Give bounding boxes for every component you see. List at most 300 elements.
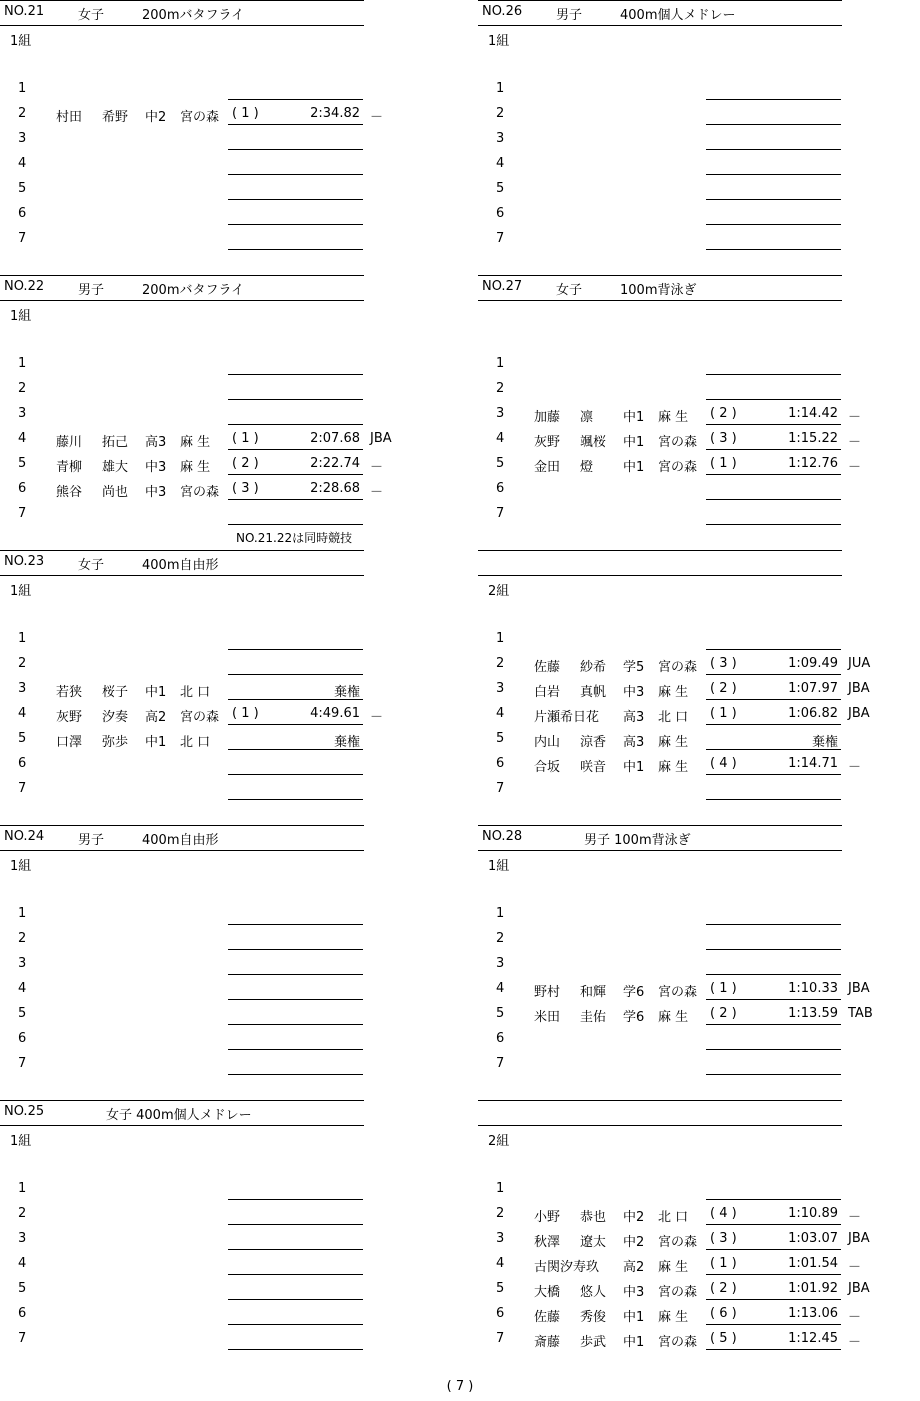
swimmer-family-name: 灰野 <box>534 435 561 450</box>
grade: 高3 <box>145 435 167 450</box>
grade: 高3 <box>623 735 645 750</box>
header-rule <box>0 300 364 301</box>
result-row <box>0 1175 420 1200</box>
swimmer-given-name: 圭佑 <box>580 1010 607 1025</box>
club: 麻 生 <box>180 435 211 450</box>
event-number: NO.25 <box>4 1104 45 1119</box>
lane-number: 1 <box>496 356 505 371</box>
event-block <box>478 0 842 275</box>
result-row <box>0 775 420 800</box>
result-time: 1:10.33 <box>788 981 838 996</box>
event-number: NO.26 <box>482 4 523 19</box>
event-name: 200mバタフライ <box>142 8 245 23</box>
swimmer-family-name: 藤川 <box>56 435 83 450</box>
result-time: 2:07.68 <box>310 431 360 446</box>
swimmer-family-name: 内山 <box>534 735 561 750</box>
grade: 高2 <box>145 710 167 725</box>
event-number: NO.27 <box>482 279 523 294</box>
result-time: 1:03.07 <box>788 1231 838 1246</box>
event-block <box>478 825 873 1100</box>
result-row <box>478 900 898 925</box>
result-row <box>478 1250 898 1275</box>
result-row <box>0 750 420 775</box>
record-mark: － <box>370 485 384 500</box>
lane-number: 4 <box>496 981 505 996</box>
result-row <box>0 200 420 225</box>
event-gender: 女子 <box>556 283 583 298</box>
lane-number: 5 <box>496 1281 505 1296</box>
lane-number: 6 <box>496 1031 505 1046</box>
event-header <box>478 279 842 299</box>
result-row <box>478 450 898 475</box>
event-gender: 女子 <box>78 558 105 573</box>
section-top-rule <box>0 0 364 1</box>
club: 麻 生 <box>658 410 689 425</box>
section-top-rule <box>0 550 364 551</box>
grade: 高3 <box>623 710 645 725</box>
swimmer-given-name: 颯桜 <box>580 435 607 450</box>
swimmer-given-name: 紗希 <box>580 660 607 675</box>
record-mark: JUA <box>848 656 871 671</box>
lane-number: 2 <box>496 656 505 671</box>
event-block <box>0 550 384 825</box>
lane-number: 3 <box>496 406 505 421</box>
grade: 中3 <box>145 485 167 500</box>
event-number: NO.21 <box>4 4 45 19</box>
result-row <box>0 350 420 375</box>
swimmer-family-name: 斎藤 <box>534 1335 561 1350</box>
club: 麻 生 <box>658 685 689 700</box>
swimmer-family-name: 若狭 <box>56 685 83 700</box>
lane-number: 6 <box>18 206 27 221</box>
lane-number: 4 <box>496 1256 505 1271</box>
event-title: 男子 100m背泳ぎ <box>584 833 691 848</box>
grade: 中1 <box>623 460 645 475</box>
result-row <box>478 1300 898 1325</box>
time-underline <box>706 524 841 525</box>
swimmer-given-name: 弥歩 <box>102 735 129 750</box>
grade: 中3 <box>623 685 645 700</box>
event-header <box>478 554 842 574</box>
result-row <box>0 100 420 125</box>
swimmer-family-name: 加藤 <box>534 410 561 425</box>
result-time: 棄権 <box>333 685 360 700</box>
record-mark: － <box>370 110 384 125</box>
event-gender: 男子 <box>78 833 105 848</box>
heat-label: 1組 <box>10 309 32 324</box>
event-header <box>0 829 364 849</box>
result-row <box>0 175 420 200</box>
lane-number: 7 <box>18 506 27 521</box>
lane-number: 5 <box>18 181 27 196</box>
swimmer-given-name: 拓己 <box>102 435 129 450</box>
time-underline <box>706 249 841 250</box>
lane-number: 5 <box>496 181 505 196</box>
lane-number: 5 <box>18 1281 27 1296</box>
lane-number: 4 <box>18 431 27 446</box>
result-row <box>478 625 898 650</box>
header-rule <box>0 1125 364 1126</box>
placing: ( 1 ) <box>710 456 737 471</box>
result-row <box>0 650 420 675</box>
lane-number: 7 <box>496 231 505 246</box>
placing: ( 2 ) <box>710 1006 737 1021</box>
result-row <box>0 950 420 975</box>
result-row <box>478 1050 898 1075</box>
swimmer-name: 片瀬希日花 <box>534 710 600 725</box>
grade: 中2 <box>623 1210 645 1225</box>
record-mark: － <box>848 760 862 775</box>
result-time: 1:10.89 <box>788 1206 838 1221</box>
lane-number: 3 <box>18 956 27 971</box>
club: 麻 生 <box>180 460 211 475</box>
time-underline <box>228 249 363 250</box>
lane-number: 6 <box>18 481 27 496</box>
swimmer-family-name: 灰野 <box>56 710 83 725</box>
lane-number: 5 <box>496 731 505 746</box>
event-number: NO.24 <box>4 829 45 844</box>
event-name: 200mバタフライ <box>142 283 245 298</box>
section-top-rule <box>478 1100 842 1101</box>
grade: 高2 <box>623 1260 645 1275</box>
lane-number: 2 <box>18 1206 27 1221</box>
grade: 中3 <box>623 1285 645 1300</box>
result-row <box>0 1225 420 1250</box>
result-time: 1:14.42 <box>788 406 838 421</box>
swimmer-family-name: 佐藤 <box>534 1310 561 1325</box>
lane-number: 1 <box>496 906 505 921</box>
placing: ( 3 ) <box>232 481 259 496</box>
event-number: NO.22 <box>4 279 45 294</box>
lane-number: 4 <box>18 706 27 721</box>
result-row <box>478 1175 898 1200</box>
record-mark: － <box>370 460 384 475</box>
grade: 中1 <box>623 1310 645 1325</box>
result-row <box>478 650 898 675</box>
section-top-rule <box>478 275 842 276</box>
result-row <box>0 1025 420 1050</box>
heat-label: 1組 <box>10 859 32 874</box>
grade: 中3 <box>145 460 167 475</box>
club: 麻 生 <box>658 735 689 750</box>
result-row <box>0 500 420 525</box>
lane-number: 6 <box>496 481 505 496</box>
swimmer-given-name: 希野 <box>102 110 129 125</box>
result-time: 1:13.59 <box>788 1006 838 1021</box>
club: 宮の森 <box>180 710 220 725</box>
lane-number: 4 <box>496 431 505 446</box>
result-time: 棄権 <box>333 735 360 750</box>
event-header <box>0 279 364 299</box>
club: 麻 生 <box>658 1010 689 1025</box>
time-underline <box>706 799 841 800</box>
club: 宮の森 <box>180 485 220 500</box>
result-row <box>0 425 420 450</box>
result-row <box>0 1050 420 1075</box>
record-mark: － <box>848 460 862 475</box>
swimmer-family-name: 白岩 <box>534 685 561 700</box>
result-row <box>0 475 420 500</box>
placing: ( 1 ) <box>710 1256 737 1271</box>
swimmer-given-name: 尚也 <box>102 485 129 500</box>
result-row <box>0 375 420 400</box>
grade: 学6 <box>623 985 645 1000</box>
event-block <box>0 825 364 1100</box>
lane-number: 7 <box>18 781 27 796</box>
result-row <box>0 1250 420 1275</box>
placing: ( 1 ) <box>710 706 737 721</box>
swimmer-given-name: 真帆 <box>580 685 607 700</box>
header-rule <box>478 1125 842 1126</box>
result-time: 2:22.74 <box>310 456 360 471</box>
lane-number: 2 <box>18 931 27 946</box>
section-top-rule <box>0 1100 364 1101</box>
result-time: 1:15.22 <box>788 431 838 446</box>
lane-number: 7 <box>18 1331 27 1346</box>
result-row <box>0 900 420 925</box>
swimmer-given-name: 桜子 <box>102 685 129 700</box>
lane-number: 7 <box>496 1056 505 1071</box>
result-row <box>478 200 898 225</box>
result-row <box>0 225 420 250</box>
club: 宮の森 <box>658 985 698 1000</box>
result-time: 2:34.82 <box>310 106 360 121</box>
club: 宮の森 <box>658 435 698 450</box>
placing: ( 1 ) <box>710 981 737 996</box>
lane-number: 1 <box>496 1181 505 1196</box>
time-underline <box>228 799 363 800</box>
lane-number: 2 <box>496 381 505 396</box>
swimmer-given-name: 燈 <box>580 460 594 475</box>
swimmer-given-name: 凛 <box>580 410 594 425</box>
swimmer-family-name: 大橋 <box>534 1285 561 1300</box>
result-row <box>478 725 898 750</box>
swimmer-family-name: 米田 <box>534 1010 561 1025</box>
club: 麻 生 <box>658 760 689 775</box>
swimmer-given-name: 雄大 <box>102 460 129 475</box>
event-block <box>478 1100 870 1375</box>
lane-number: 4 <box>18 981 27 996</box>
swimmer-given-name: 秀俊 <box>580 1310 607 1325</box>
swimmer-given-name: 遼太 <box>580 1235 607 1250</box>
result-row <box>478 175 898 200</box>
event-name: 400m自由形 <box>142 833 219 848</box>
club: 麻 生 <box>658 1260 689 1275</box>
result-row <box>478 1200 898 1225</box>
event-header <box>0 4 364 24</box>
lane-number: 7 <box>18 1056 27 1071</box>
result-row <box>0 675 420 700</box>
result-row <box>0 75 420 100</box>
result-time: 1:14.71 <box>788 756 838 771</box>
section-top-rule <box>478 825 842 826</box>
section-top-rule <box>478 0 842 1</box>
lane-number: 5 <box>18 731 27 746</box>
time-underline <box>228 524 363 525</box>
lane-number: 2 <box>496 106 505 121</box>
section-top-rule <box>0 275 364 276</box>
swimmer-family-name: 秋澤 <box>534 1235 561 1250</box>
result-row <box>0 975 420 1000</box>
header-rule <box>478 25 842 26</box>
placing: ( 2 ) <box>710 681 737 696</box>
event-title: 女子 400m個人メドレー <box>106 1108 252 1123</box>
lane-number: 6 <box>18 1031 27 1046</box>
event-block <box>0 275 392 550</box>
result-time: 1:01.54 <box>788 1256 838 1271</box>
result-row <box>0 400 420 425</box>
record-mark: － <box>848 1210 862 1225</box>
event-number: NO.28 <box>482 829 523 844</box>
heat-label: 1組 <box>10 34 32 49</box>
placing: ( 2 ) <box>710 1281 737 1296</box>
lane-number: 4 <box>496 706 505 721</box>
event-gender: 男子 <box>556 8 583 23</box>
club: 北 口 <box>180 685 211 700</box>
time-underline <box>228 1074 363 1075</box>
club: 宮の森 <box>180 110 220 125</box>
swimmer-family-name: 野村 <box>534 985 561 1000</box>
swimmer-family-name: 金田 <box>534 460 561 475</box>
result-row <box>0 1000 420 1025</box>
record-mark: JBA <box>370 431 392 446</box>
placing: ( 1 ) <box>232 706 259 721</box>
event-header <box>478 1104 842 1124</box>
record-mark: JBA <box>848 706 870 721</box>
grade: 中2 <box>145 110 167 125</box>
result-row <box>0 1275 420 1300</box>
result-row <box>0 625 420 650</box>
event-block <box>478 275 862 550</box>
result-time: 1:12.76 <box>788 456 838 471</box>
lane-number: 7 <box>496 1331 505 1346</box>
record-mark: － <box>848 435 862 450</box>
event-header <box>0 1104 364 1124</box>
swimmer-given-name: 和輝 <box>580 985 607 1000</box>
lane-number: 4 <box>18 156 27 171</box>
result-row <box>0 1200 420 1225</box>
record-mark: JBA <box>848 1231 870 1246</box>
lane-number: 7 <box>496 781 505 796</box>
lane-number: 5 <box>18 1006 27 1021</box>
result-row <box>478 975 898 1000</box>
lane-number: 1 <box>18 356 27 371</box>
event-header <box>478 4 842 24</box>
lane-number: 7 <box>18 231 27 246</box>
result-time: 4:49.61 <box>310 706 360 721</box>
lane-number: 6 <box>496 1306 505 1321</box>
grade: 中2 <box>623 1235 645 1250</box>
time-underline <box>228 1349 363 1350</box>
swimmer-family-name: 小野 <box>534 1210 561 1225</box>
header-rule <box>0 25 364 26</box>
result-time: 1:13.06 <box>788 1306 838 1321</box>
event-note: NO.21.22は同時競技 <box>236 531 353 545</box>
record-mark: － <box>848 1335 862 1350</box>
lane-number: 6 <box>496 756 505 771</box>
result-row <box>478 425 898 450</box>
grade: 中1 <box>623 1335 645 1350</box>
club: 宮の森 <box>658 660 698 675</box>
club: 宮の森 <box>658 1235 698 1250</box>
result-row <box>0 150 420 175</box>
result-row <box>478 75 898 100</box>
swimmer-given-name: 歩武 <box>580 1335 607 1350</box>
result-row <box>478 700 898 725</box>
header-rule <box>0 575 364 576</box>
grade: 中1 <box>145 685 167 700</box>
swimmer-given-name: 涼香 <box>580 735 607 750</box>
record-mark: － <box>370 710 384 725</box>
placing: ( 5 ) <box>710 1331 737 1346</box>
placing: ( 4 ) <box>710 756 737 771</box>
event-header <box>0 554 364 574</box>
placing: ( 4 ) <box>710 1206 737 1221</box>
result-row <box>478 750 898 775</box>
result-time: 棄権 <box>811 735 838 750</box>
time-underline <box>706 1074 841 1075</box>
event-name: 100m背泳ぎ <box>620 283 697 298</box>
grade: 学6 <box>623 1010 645 1025</box>
lane-number: 2 <box>18 381 27 396</box>
result-row <box>478 475 898 500</box>
placing: ( 1 ) <box>232 106 259 121</box>
lane-number: 3 <box>496 956 505 971</box>
result-row <box>478 100 898 125</box>
result-row <box>478 125 898 150</box>
result-row <box>0 125 420 150</box>
result-row <box>478 1275 898 1300</box>
swimmer-given-name: 咲音 <box>580 760 607 775</box>
club: 北 口 <box>658 710 689 725</box>
result-row <box>0 1325 420 1350</box>
lane-number: 4 <box>496 156 505 171</box>
header-rule <box>478 850 842 851</box>
record-mark: － <box>848 410 862 425</box>
result-row <box>478 400 898 425</box>
event-header <box>478 829 842 849</box>
lane-number: 2 <box>496 931 505 946</box>
lane-number: 3 <box>18 406 27 421</box>
result-time: 1:09.49 <box>788 656 838 671</box>
lane-number: 2 <box>18 656 27 671</box>
lane-number: 4 <box>18 1256 27 1271</box>
heat-label: 1組 <box>10 1134 32 1149</box>
event-number: NO.23 <box>4 554 45 569</box>
swimmer-family-name: 村田 <box>56 110 83 125</box>
lane-number: 5 <box>18 456 27 471</box>
swimmer-given-name: 恭也 <box>580 1210 607 1225</box>
lane-number: 5 <box>496 456 505 471</box>
placing: ( 6 ) <box>710 1306 737 1321</box>
result-row <box>0 1300 420 1325</box>
event-name: 400m個人メドレー <box>620 8 736 23</box>
result-row <box>478 775 898 800</box>
lane-number: 1 <box>18 906 27 921</box>
club: 麻 生 <box>658 1310 689 1325</box>
lane-number: 6 <box>18 756 27 771</box>
result-time: 1:07.97 <box>788 681 838 696</box>
lane-number: 3 <box>18 131 27 146</box>
swimmer-family-name: 青柳 <box>56 460 83 475</box>
lane-number: 5 <box>496 1006 505 1021</box>
result-row <box>0 925 420 950</box>
placing: ( 3 ) <box>710 431 737 446</box>
section-top-rule <box>0 825 364 826</box>
heat-label: 2組 <box>488 1134 510 1149</box>
grade: 中1 <box>623 435 645 450</box>
grade: 学5 <box>623 660 645 675</box>
